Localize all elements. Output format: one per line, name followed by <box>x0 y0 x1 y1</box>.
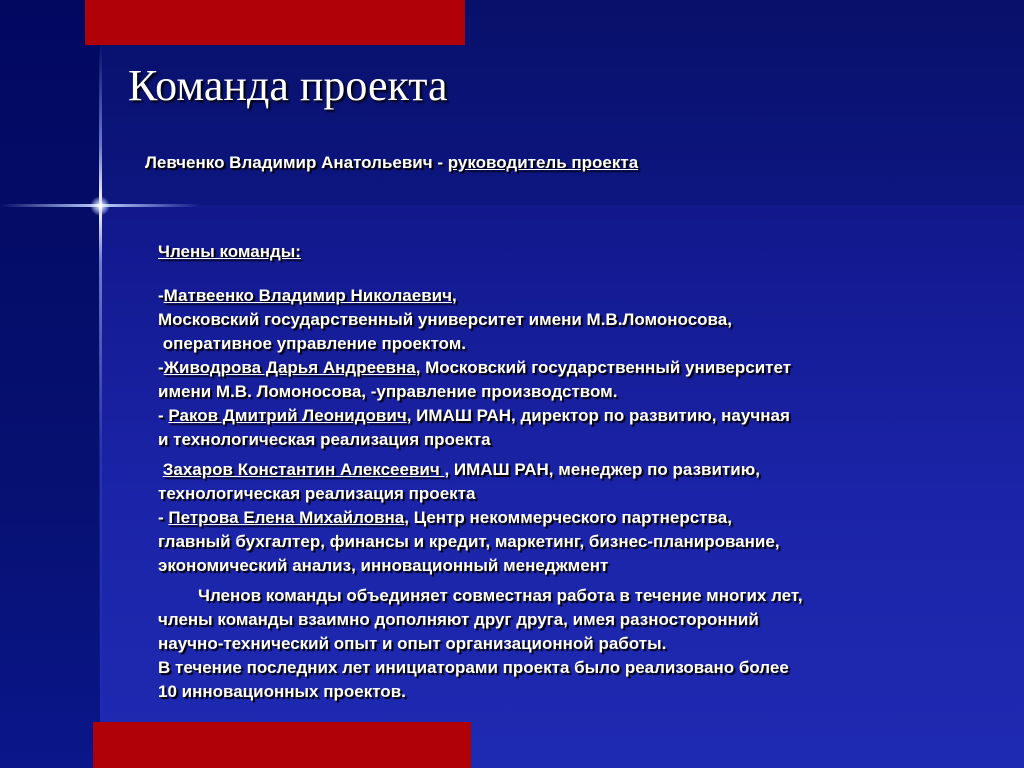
member-detail-line: главный бухгалтер, финансы и кредит, маркетинг, бизнес-планирование, <box>158 532 780 551</box>
member-line <box>158 458 958 482</box>
member-prefix: - <box>158 406 169 425</box>
member-line <box>158 404 958 428</box>
light-flare-vertical <box>99 45 102 722</box>
member-detail-line: Московский государственный университет имени М.В.Ломоносова, <box>158 310 732 329</box>
leader-name: Левченко Владимир Анатольевич - <box>145 153 448 172</box>
leader-role-link[interactable]: руководитель проекта <box>447 153 639 172</box>
top-red-accent-bar <box>85 0 465 45</box>
member-detail-line: и технологическая реализация проекта <box>158 430 491 449</box>
member-detail-line: оперативное управление проектом. <box>158 334 467 353</box>
team-description <box>158 240 958 704</box>
left-dark-panel <box>0 0 100 768</box>
member-detail-line: технологическая реализация проекта <box>158 484 476 503</box>
project-leader <box>145 153 638 173</box>
member-name-link[interactable]: Захаров Константин Алексеевич <box>162 460 445 479</box>
summary-line: научно-технический опыт и опыт организационной работы. <box>158 634 667 653</box>
member-prefix: - <box>158 358 164 377</box>
member-detail-line: экономический анализ, инновационный менеджмент <box>158 556 609 575</box>
light-flare-core <box>90 196 110 216</box>
members-heading: Члены команды: <box>158 242 301 261</box>
bottom-red-accent-bar <box>93 722 471 768</box>
summary-line: В течение последних лет инициаторами проекта было реализовано более <box>158 658 789 677</box>
member-affiliation: , ИМАШ РАН, директор по развитию, научная <box>406 406 790 425</box>
member-name-link[interactable]: Матвеенко Владимир Николаевич, <box>163 286 457 305</box>
member-prefix: - <box>158 508 169 527</box>
member-name-link[interactable]: Раков Дмитрий Леонидович <box>168 406 407 425</box>
member-affiliation: , Центр некоммерческого партнерства, <box>404 508 732 527</box>
member-affiliation: , ИМАШ РАН, менеджер по развитию, <box>444 460 760 479</box>
summary-line: Членов команды объединяет совместная работа в течение многих лет, <box>198 586 803 605</box>
summary-line: 10 инновационных проектов. <box>158 682 406 701</box>
member-line <box>158 284 958 308</box>
member-name-link[interactable]: Живодрова Дарья Андреевна <box>163 358 416 377</box>
member-line <box>158 356 958 380</box>
member-line <box>158 506 958 530</box>
member-prefix: - <box>158 286 164 305</box>
slide-title: Команда проекта <box>128 61 448 110</box>
summary-line: члены команды взаимно дополняют друг друга, имея разносторонний <box>158 610 759 629</box>
member-detail-line: имени М.В. Ломоносова, -управление производством. <box>158 382 618 401</box>
member-affiliation: , Московский государственный университет <box>415 358 792 377</box>
member-name-link[interactable]: Петрова Елена Михайловна <box>168 508 405 527</box>
